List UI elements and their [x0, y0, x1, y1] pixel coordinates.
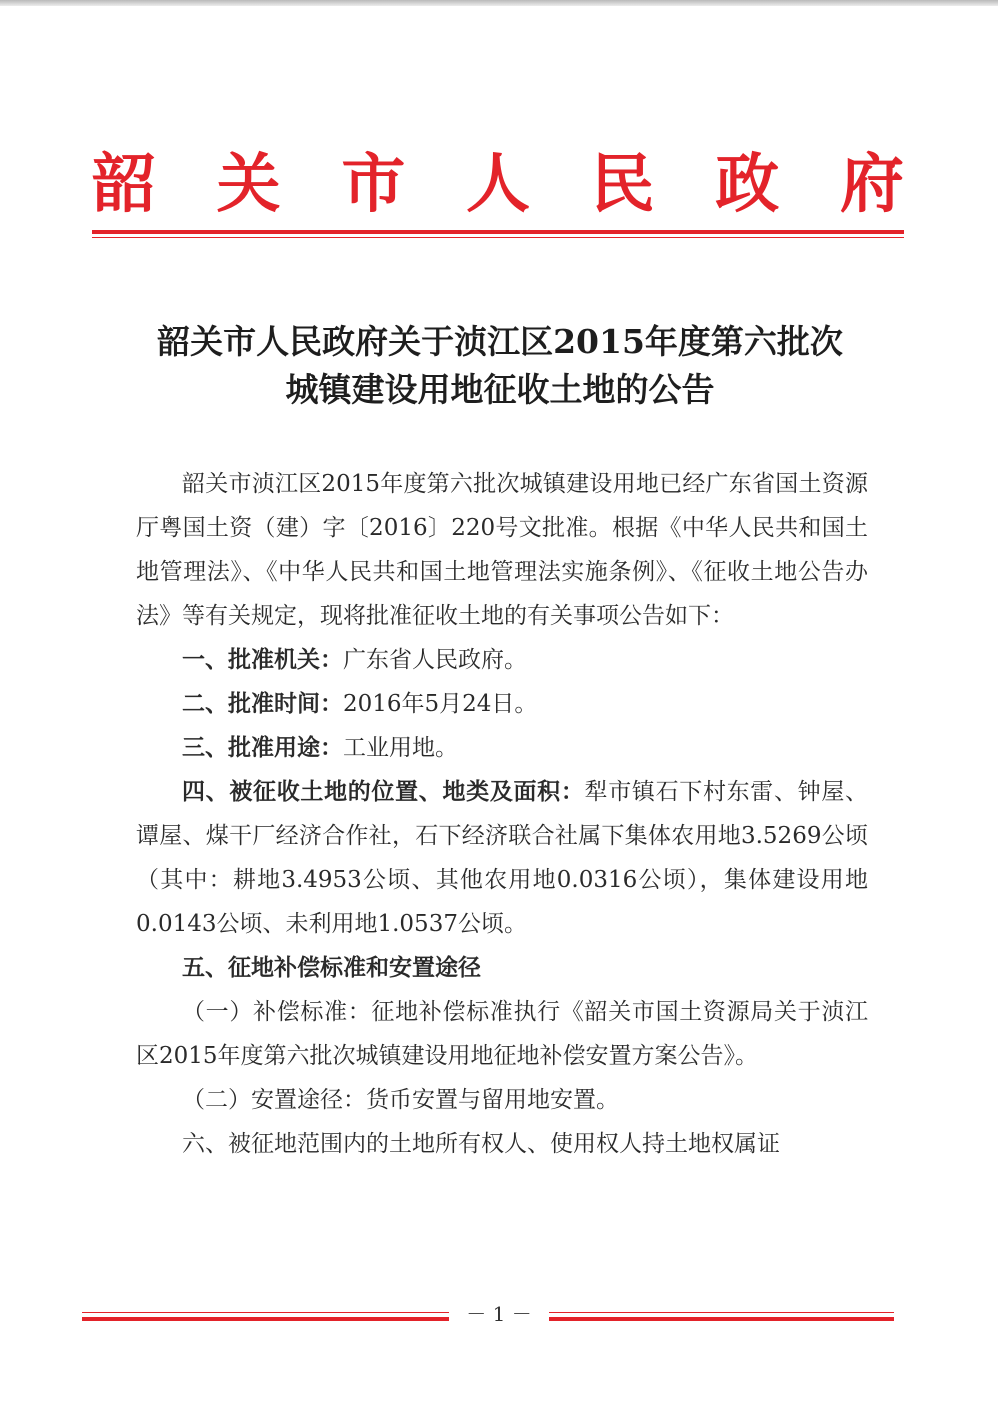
masthead-char: 韶 [92, 147, 156, 222]
page-number: － 1 － [449, 1298, 549, 1327]
masthead-char: 民 [590, 147, 655, 222]
item-approval-use [136, 726, 868, 770]
item-value: 广东省人民政府。 [343, 647, 527, 673]
item-compensation-heading [136, 946, 868, 990]
scan-top-edge [0, 0, 998, 6]
document-title [100, 318, 900, 414]
masthead-char: 府 [839, 147, 904, 222]
masthead-char: 人 [465, 147, 530, 222]
item-approval-date [136, 682, 868, 726]
item-land-location [136, 770, 868, 946]
masthead-char: 政 [715, 147, 780, 222]
item-compensation-standard: （一）补偿标准：征地补偿标准执行《韶关市国土资源局关于浈江区2015年度第六批次城镇建设用地征地补偿安置方案公告》。 [136, 999, 868, 1069]
item-label: 四、被征收土地的位置、地类及面积： [182, 779, 585, 805]
item-value: 工业用地。 [343, 735, 458, 761]
item-label: 一、批准机关： [182, 647, 343, 673]
header-red-rule [92, 230, 904, 238]
item-land-rights: 六、被征地范围内的土地所有权人、使用权人持土地权属证 [182, 1131, 780, 1157]
item-label: 二、批准时间： [182, 691, 343, 717]
item-approval-authority [136, 638, 868, 682]
title-line-2: 城镇建设用地征收土地的公告 [285, 370, 715, 409]
masthead-char: 关 [216, 147, 281, 222]
masthead [92, 140, 904, 230]
item-value: 2016年5月24日。 [343, 691, 538, 717]
title-line-1: 韶关市人民政府关于浈江区2015年度第六批次 [157, 322, 843, 361]
masthead-char: 市 [341, 147, 406, 222]
intro-paragraph: 韶关市浈江区2015年度第六批次城镇建设用地已经广东省国土资源厅粤国土资（建）字〔2016〕220号文批准。根据《中华人民共和国土地管理法》、《中华人民共和国土地管理法实施条例》、《征收土地公告办法》等有关规定，现将批准征收土地的有关事项公告如下： [136, 471, 868, 629]
item-value: 犁市镇石下村东雷、钟屋、谭屋、煤干厂经济合作社，石下经济联合社属下集体农用地3.5269公顷（其中：耕地3.4953公顷、其他农用地0.0316公顷），集体建设用地0.0143公顷、未利用地1.0537公顷。 [136, 779, 869, 937]
item-resettlement-method: （二）安置途径：货币安置与留用地安置。 [182, 1087, 619, 1113]
document-body [136, 462, 868, 1166]
item-label: 三、批准用途： [182, 735, 343, 761]
item-label: 五、征地补偿标准和安置途径 [182, 955, 481, 981]
